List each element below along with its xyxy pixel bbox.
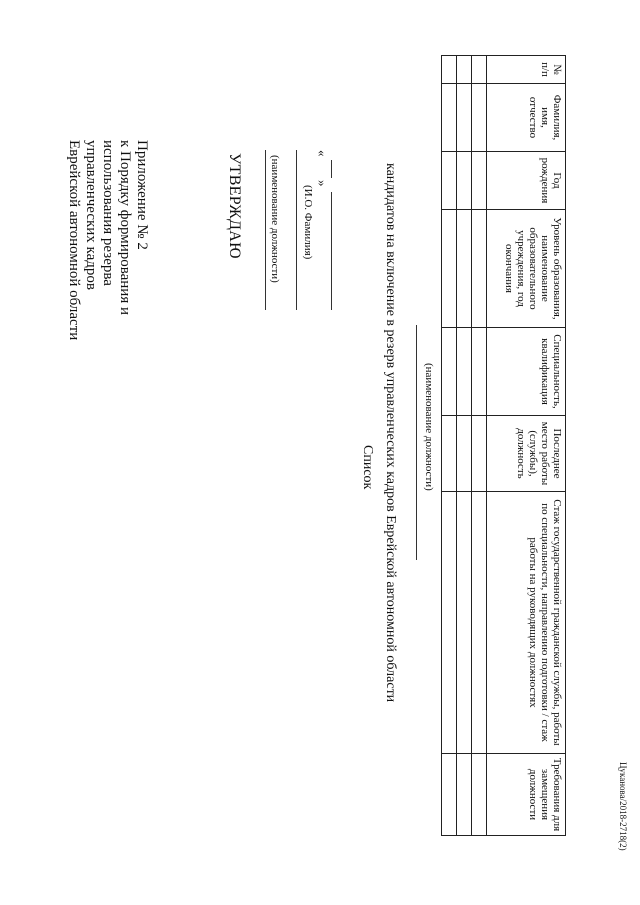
table-cell[interactable] xyxy=(442,754,457,836)
appendix-line-5: Еврейской автономной области xyxy=(66,140,82,341)
table-cell[interactable] xyxy=(442,492,457,754)
document-subtitle: кандидатов на включение в резерв управленческих кадров Еврейской автономной области xyxy=(383,163,398,703)
date-month-line xyxy=(331,192,332,310)
approve-title: УТВЕРЖДАЮ xyxy=(226,153,243,259)
appendix-line-4: управленческих кадров xyxy=(83,140,99,290)
header-full-name: Фамилия, имя, отчество xyxy=(487,84,566,152)
table-cell[interactable] xyxy=(472,416,487,492)
appendix-line-2: к Порядку формирования и xyxy=(117,140,133,316)
table-cell[interactable] xyxy=(472,754,487,836)
table-cell[interactable] xyxy=(472,84,487,152)
table-cell[interactable] xyxy=(457,152,472,210)
table-cell[interactable] xyxy=(457,754,472,836)
table-row xyxy=(457,56,472,836)
header-education: Уровень образования, наименование образовательного учреждения, год окончания xyxy=(487,210,566,328)
header-birth-year: Год рождения xyxy=(487,152,566,210)
table-cell[interactable] xyxy=(442,210,457,328)
candidates-table xyxy=(446,55,566,835)
table-cell[interactable] xyxy=(457,328,472,416)
date-open-quote: « xyxy=(315,150,330,157)
date-close-quote: » xyxy=(315,180,330,187)
table-cell[interactable] xyxy=(472,328,487,416)
table-cell[interactable] xyxy=(472,152,487,210)
table-cell[interactable] xyxy=(472,210,487,328)
position-underline xyxy=(416,325,417,560)
header-number: № п/п xyxy=(487,56,566,84)
header-specialty: Специальность, квалификация xyxy=(487,328,566,416)
date-day-line xyxy=(331,160,332,178)
table-cell[interactable] xyxy=(472,56,487,84)
table-cell[interactable] xyxy=(442,416,457,492)
appendix-line-1: Приложение № 2 xyxy=(134,140,150,250)
table-cell[interactable] xyxy=(472,492,487,754)
header-last-job: Последнее место работы (службы), должность xyxy=(487,416,566,492)
table-cell[interactable] xyxy=(457,56,472,84)
footer-code: Цуканова/2018-2718(2) xyxy=(618,762,628,851)
table-cell[interactable] xyxy=(442,152,457,210)
header-experience: Стаж государственной гражданской службы, работы по специальности, направлению подготовки / стаж работы на руководящих должностях xyxy=(487,492,566,754)
table-cell[interactable] xyxy=(457,84,472,152)
name-line xyxy=(296,150,297,310)
table-cell[interactable] xyxy=(457,416,472,492)
appendix-block xyxy=(65,140,150,340)
document-position-caption: (наименование должности) xyxy=(423,363,435,491)
table-cell[interactable] xyxy=(442,56,457,84)
table-cell[interactable] xyxy=(457,210,472,328)
document-title: Список xyxy=(360,445,375,490)
table-header-row xyxy=(487,56,566,836)
table-row xyxy=(472,56,487,836)
position-line xyxy=(265,150,266,310)
table-cell[interactable] xyxy=(457,492,472,754)
position-caption: (наименование должности) xyxy=(269,155,281,283)
appendix-line-3: использования резерва xyxy=(100,140,116,286)
table-cell[interactable] xyxy=(442,328,457,416)
name-caption: (И.О. Фамилия) xyxy=(302,185,314,260)
header-requirements: Требования для замещения должности xyxy=(487,754,566,836)
table-cell[interactable] xyxy=(442,84,457,152)
table-row xyxy=(442,56,457,836)
